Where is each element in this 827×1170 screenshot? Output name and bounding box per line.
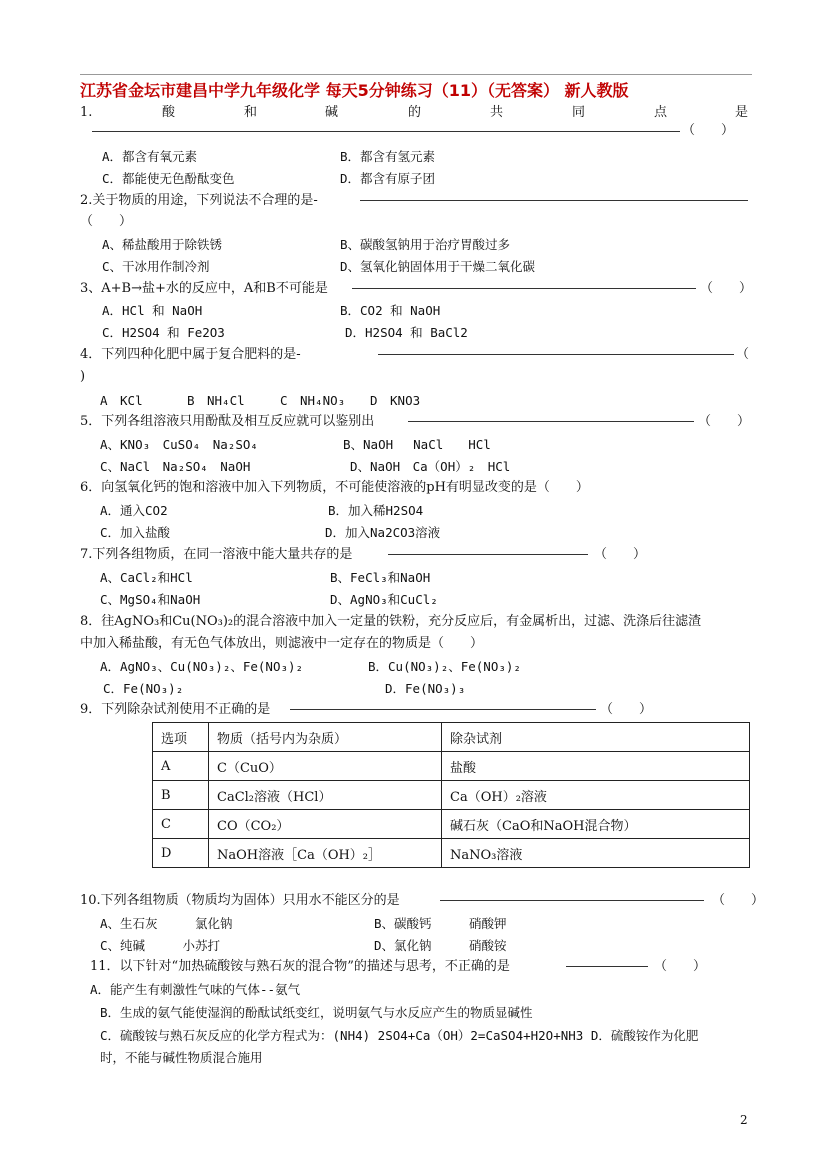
table-cell: B [153,781,209,810]
q6-option-b: B．加入稀H2SO4 [328,503,424,518]
q4-answer-close: ) [80,369,86,384]
q1-char: 的 [408,105,422,120]
impurity-removal-table [152,722,750,868]
q2-option-d: D、氢氧化钠固体用于干燥二氧化碳 [340,259,536,274]
q2-stem: 2.关于物质的用途，下列说法不合理的是- [80,193,318,208]
q4-option-c: C NH₄NO₃ [280,393,346,408]
q1-char: 同 [572,105,586,120]
q11-option-c: C．硫酸铵与熟石灰反应的化学方程式为：(NH4) 2SO4+Ca（OH）2=CaSO4+H2O+NH3 D．硫酸铵作为化肥 [100,1028,699,1043]
q5-stem: 5．下列各组溶液只用酚酞及相互反应就可以鉴别出 [80,414,375,429]
answer-dashes [378,354,734,355]
table-cell: D [153,839,209,868]
answer-dashes [408,421,694,422]
table-cell: CaCl₂溶液（HCl） [209,781,442,810]
q1-char: 点 [654,105,668,120]
q10-option-a: A、生石灰 氯化钠 [100,916,233,931]
q1-char: 共 [490,105,504,120]
answer-dashes [290,709,596,710]
q7-stem: 7.下列各组物质，在同一溶液中能大量共存的是 [80,547,353,562]
table-cell: C（CuO） [209,752,442,781]
answer-dashes [92,131,680,132]
q11-answer-blank: （ ） [654,959,707,974]
page-number: 2 [740,1113,748,1127]
q4-answer-blank: （ [736,347,750,362]
q5-option-c: C、NaCl Na₂SO₄ NaOH [100,459,251,474]
table-cell: CO（CO₂） [209,810,442,839]
header-rule [80,74,752,75]
answer-dashes [440,900,704,901]
table-row [153,810,750,839]
q2-option-a: A、稀盐酸用于除铁锈 [102,237,223,252]
q2-option-b: B、碳酸氢钠用于治疗胃酸过多 [340,237,511,252]
q3-option-c: C．H2SO4 和 Fe2O3 [102,325,225,340]
q8-option-d: D．Fe(NO₃)₃ [385,681,466,696]
table-cell: C [153,810,209,839]
q7-option-c: C、MgSO₄和NaOH [100,592,201,607]
q11-option-d: 时，不能与碱性物质混合施用 [100,1050,263,1065]
q1-char: 酸 [162,105,176,120]
q7-answer-blank: （ ） [594,547,647,562]
q8-option-c: C．Fe(NO₃)₂ [103,681,184,696]
table-cell: Ca（OH）₂溶液 [442,781,750,810]
q10-option-d: D、氯化钠 硝酸铵 [374,938,507,953]
q8-stem-line2: 中加入稀盐酸，有无色气体放出，则滤液中一定存在的物质是（ ） [80,636,484,651]
q8-option-b: B．Cu(NO₃)₂、Fe(NO₃)₂ [368,659,521,674]
table-cell: NaNO₃溶液 [442,839,750,868]
q3-option-a: A．HCl 和 NaOH [102,303,203,318]
q5-option-d: D、NaOH Ca（OH）₂ HCl [350,459,511,474]
q11-option-a: A．能产生有刺激性气味的气体--氨气 [90,982,301,997]
table-cell: 碱石灰（CaO和NaOH混合物） [442,810,750,839]
table-header-cell: 除杂试剂 [442,723,750,752]
answer-dashes [388,554,588,555]
q3-option-b: B．CO2 和 NaOH [340,303,441,318]
answer-dashes [566,966,648,967]
table-cell: A [153,752,209,781]
q8-option-a: A．AgNO₃、Cu(NO₃)₂、Fe(NO₃)₂ [100,659,304,674]
q6-option-d: D．加入Na2CO3溶液 [325,525,441,540]
q1-option-a: A．都含有氧元素 [102,149,198,164]
q10-option-c: C、纯碱 小苏打 [100,938,221,953]
q4-stem: 4．下列四种化肥中属于复合肥料的是- [80,347,301,362]
q4-option-b: B NH₄Cl [187,393,245,408]
table-row [153,752,750,781]
q10-stem: 10.下列各组物质（物质均为固体）只用水不能区分的是 [80,893,400,908]
q6-option-c: C．加入盐酸 [100,525,171,540]
q1-option-c: C．都能使无色酚酞变色 [102,171,235,186]
q7-option-a: A、CaCl₂和HCl [100,570,193,585]
q2-option-c: C、干冰用作制冷剂 [102,259,210,274]
q10-answer-blank: （ ） [712,893,765,908]
q11-option-b: B．生成的氨气能使湿润的酚酞试纸变红，说明氨气与水反应产生的物质显碱性 [100,1005,533,1020]
q3-option-d: D．H2SO4 和 BaCl2 [345,325,468,340]
q1-char: 碱 [325,105,339,120]
table-cell: 盐酸 [442,752,750,781]
table-header-cell: 选项 [153,723,209,752]
q5-option-a: A、KNO₃ CuSO₄ Na₂SO₄ [100,437,258,452]
page-title: 江苏省金坛市建昌中学九年级化学 每天5分钟练习（11）（无答案） 新人教版 [80,81,629,100]
q1-option-d: D．都含有原子团 [340,171,436,186]
q1-option-b: B．都含有氢元素 [340,149,436,164]
q6-option-a: A．通入CO2 [100,503,168,518]
table-cell: NaOH溶液［Ca（OH）₂］ [209,839,442,868]
q1-number: 1. [80,105,93,120]
q6-stem: 6．向氢氧化钙的饱和溶液中加入下列物质，不可能使溶液的pH有明显改变的是（ ） [80,480,589,495]
q11-stem: 11．以下针对“加热硫酸铵与熟石灰的混合物”的描述与思考，不正确的是 [90,959,510,974]
q7-option-d: D、AgNO₃和CuCl₂ [330,592,438,607]
table-row [153,839,750,868]
table-header-cell: 物质（括号内为杂质） [209,723,442,752]
q1-char: 是 [735,105,749,120]
q5-answer-blank: （ ） [698,414,751,429]
q3-stem: 3、A+B→盐+水的反应中，A和B不可能是 [80,281,328,296]
table-row [153,781,750,810]
answer-dashes [352,288,696,289]
table-header-row [153,723,750,752]
q9-answer-blank: （ ） [600,702,653,717]
answer-dashes [360,200,748,201]
q1-char: 和 [244,105,258,120]
q7-option-b: B、FeCl₃和NaOH [330,570,431,585]
q10-option-b: B、碳酸钙 硝酸钾 [374,916,507,931]
q3-answer-blank: （ ） [700,281,753,296]
q9-stem: 9．下列除杂试剂使用不正确的是 [80,702,271,717]
q5-option-b: B、NaOH NaCl HCl [343,437,491,452]
q4-option-d: D KNO3 [370,393,421,408]
q2-answer-blank: （ ） [80,214,133,229]
q1-answer-blank: （ ） [682,123,735,138]
q4-option-a: A KCl [100,393,143,408]
q8-stem-line1: 8．往AgNO₃和Cu(NO₃)₂的混合溶液中加入一定量的铁粉，充分反应后，有金属析出，过滤、洗涤后往滤渣 [80,614,702,629]
